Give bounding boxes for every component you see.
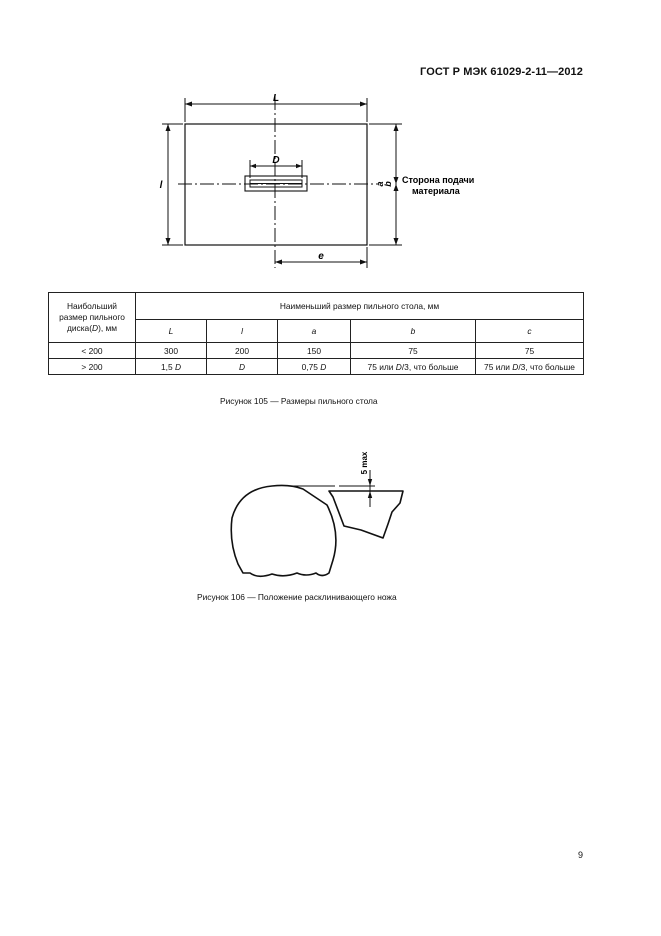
label-l: l — [159, 180, 163, 191]
column-header-a: a — [278, 320, 351, 343]
cell-blade: > 200 — [49, 359, 136, 375]
group-header-min-table-size: Наименьший размер пильного стола, мм — [136, 293, 584, 320]
feed-side-label-line2: материала — [412, 186, 460, 196]
column-header-c: c — [476, 320, 584, 343]
page-number: 9 — [577, 850, 583, 860]
document-header: ГОСТ Р МЭК 61029-2-11—2012 — [420, 66, 583, 78]
label-D: D — [272, 155, 280, 166]
column-header-l: l — [207, 320, 278, 343]
label-a: a — [375, 181, 385, 187]
cell-blade: < 200 — [49, 343, 136, 359]
cell-a: 150 — [278, 343, 351, 359]
cell-b: 75 — [351, 343, 476, 359]
cell-l: 200 — [207, 343, 278, 359]
cell-a: 0,75 D — [278, 359, 351, 375]
figure-105-caption: Рисунок 105 — Размеры пильного стола — [220, 396, 378, 406]
dimension-label-5max: 5 max — [360, 451, 369, 475]
label-b: b — [383, 181, 393, 187]
cell-L: 300 — [136, 343, 207, 359]
label-L: L — [272, 93, 280, 104]
column-header-L: L — [136, 320, 207, 343]
row-header-blade-size: Наибольший размер пильного диска(D), мм — [49, 293, 136, 343]
column-header-b: b — [351, 320, 476, 343]
cell-l: D — [207, 359, 278, 375]
feed-side-label-line1: Сторона подачи — [402, 175, 475, 185]
cell-c: 75 или D/3, что больше — [476, 359, 584, 375]
riving-knife-outline — [329, 491, 403, 538]
saw-blade-outline — [231, 485, 336, 576]
cell-c: 75 — [476, 343, 584, 359]
figure-106-caption: Рисунок 106 — Положение расклинивающего ножа — [197, 592, 397, 602]
cell-L: 1,5 D — [136, 359, 207, 375]
label-e: e — [318, 251, 324, 262]
cell-b: 75 или D/3, что больше — [351, 359, 476, 375]
